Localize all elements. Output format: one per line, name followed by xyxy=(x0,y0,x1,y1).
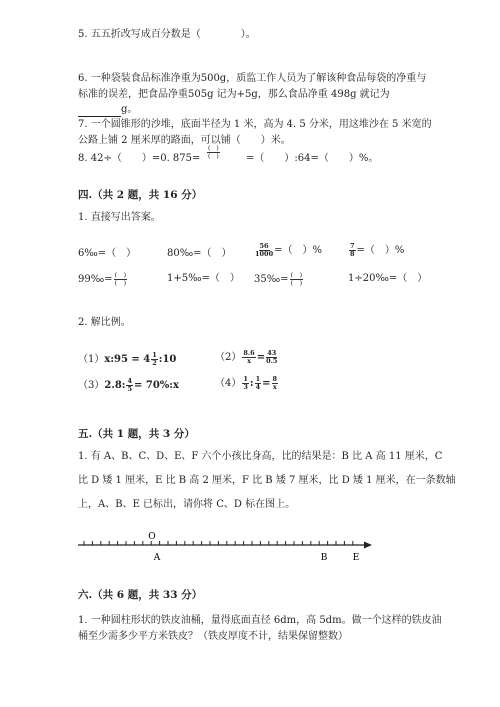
fraction-numerator: 7 xyxy=(350,242,355,250)
fraction-numerator: 8 xyxy=(272,375,278,383)
proportion-1 xyxy=(78,352,176,367)
calc-7-over-8 xyxy=(348,243,404,258)
equals-sign: = xyxy=(262,378,271,389)
question-8-part2: =（ ）:64=（ ）%。 xyxy=(246,153,379,164)
question-7-line1: 7. 一个圆锥形的沙堆，底面半径为 1 米，高为 4. 5 分米，用这堆沙在 5 米宽的 xyxy=(78,119,432,130)
question-8-part1: 8. 42÷（ ）=0. 875= xyxy=(78,153,201,164)
section-5-q1-line3: 上，A、B、E 已标出，请你将 C、D 标在图上。 xyxy=(78,499,296,510)
fraction-denominator: 5 xyxy=(127,385,132,393)
section-4-q2-title: 2. 解比例。 xyxy=(78,317,131,328)
axis-arrow xyxy=(364,542,372,549)
proportion-3 xyxy=(78,378,179,393)
answer-blank xyxy=(78,106,121,117)
fraction-denominator: x xyxy=(272,383,277,391)
question-5: 5. 五五折改写成百分数是（ ）。 xyxy=(78,29,256,40)
calc-56-over-1000 xyxy=(254,243,322,258)
fraction-denominator: 2 xyxy=(152,359,157,367)
fraction-denominator: 8 xyxy=(350,250,355,258)
section-4-q1-title: 1. 直接写出答案。 xyxy=(78,212,161,223)
fraction-denominator: ( ) xyxy=(208,153,219,160)
item-label: （4） xyxy=(215,378,242,389)
calc-99-permille xyxy=(78,272,128,287)
answer-unit: g。 xyxy=(121,104,138,115)
section-5-header: 五.（共 1 题，共 3 分） xyxy=(78,428,195,440)
proportion-2 xyxy=(215,350,278,365)
item-label: （1） xyxy=(78,354,105,365)
question-7-line2: 公路上铺 2 厘米厚的路面，可以铺（ ）米。 xyxy=(78,135,291,146)
fraction-numerator: ( ) xyxy=(290,271,303,279)
fraction-numerator: ( ) xyxy=(208,145,219,152)
fraction-denominator: ( ) xyxy=(114,279,127,287)
calc-6-permille: 6‰=（ ） xyxy=(78,248,137,259)
item-label: （3） xyxy=(78,380,105,391)
section-6-q1-line1: 1. 一种圆柱形状的铁皮油桶，量得底面直径 6dm，高 5dm。做一个这样的铁皮油 xyxy=(78,615,442,626)
fraction-denominator: 0.5 xyxy=(266,357,278,365)
calc-80-permille: 80‰=（ ） xyxy=(167,248,232,259)
label-a: A xyxy=(153,553,161,563)
section-4-header: 四.（共 2 题，共 16 分） xyxy=(78,189,203,201)
fraction-numerator: 56 xyxy=(259,242,269,250)
section-5-q1-line1: 1. 有 A、B、C、D、E、F 六个小孩比身高，比的结果是：B 比 A 高 11 厘米，C xyxy=(78,451,443,462)
section-6-header: 六.（共 6 题，共 33 分） xyxy=(78,589,203,601)
equation-lhs: x:95 = 4 xyxy=(104,354,151,365)
number-line xyxy=(0,525,500,570)
question-6-line2: 标准的误差，把食品净重505g 记为+5g，那么食品净重 498g 就记为 xyxy=(78,89,390,100)
calc-1-div-20-permille: 1÷20‰=（ ） xyxy=(348,273,428,284)
calc-tail: =（ ）% xyxy=(274,245,322,256)
section-5-q1-line2: 比 D 矮 1 厘米，E 比 B 高 2 厘米，F 比 B 矮 7 厘米，比 D 矮 1 厘米，在一条数轴 xyxy=(78,475,456,486)
fraction-numerator: 4 xyxy=(127,377,132,385)
question-8-fraction xyxy=(207,145,220,160)
fraction-numerator: ( ) xyxy=(114,271,127,279)
equals-sign: = xyxy=(256,352,266,363)
fraction-numerator: 1 xyxy=(255,375,261,383)
question-6-line1: 6. 一种袋装食品标准净重为500g，质监工作人员为了解该种食品每袋的净重与 xyxy=(78,73,427,84)
calc-text: 99‰= xyxy=(78,274,113,285)
fraction-numerator: 8.6 xyxy=(243,349,255,357)
label-b: B xyxy=(320,553,328,563)
fraction-denominator: 3 xyxy=(243,383,248,391)
item-label: （2） xyxy=(215,352,242,363)
calc-text: 35‰= xyxy=(254,274,289,285)
fraction-denominator: 4 xyxy=(255,383,261,391)
question-6-line3 xyxy=(78,103,137,117)
label-e: E xyxy=(352,553,360,563)
fraction-numerator: 1 xyxy=(243,375,248,383)
equation-rhs: :10 xyxy=(158,354,177,365)
proportion-4 xyxy=(215,376,279,391)
label-origin: O xyxy=(148,532,156,542)
fraction-numerator: 43 xyxy=(267,349,277,357)
ratio-colon: : xyxy=(249,378,254,389)
fraction-numerator: 1 xyxy=(152,351,157,359)
equation-lhs: 2.8: xyxy=(104,380,126,391)
calc-1-plus-5-permille: 1+5‰=（ ） xyxy=(167,273,240,284)
fraction-denominator: ( ) xyxy=(290,279,303,287)
section-6-q1-line2: 桶至少需多少平方米铁皮？（铁皮厚度不计，结果保留整数） xyxy=(78,631,348,642)
fraction-denominator: x xyxy=(247,357,251,365)
calc-tail: =（ ）% xyxy=(356,245,405,256)
equation-rhs: = 70%:x xyxy=(134,380,179,391)
fraction-denominator: 1000 xyxy=(255,250,274,258)
calc-35-permille xyxy=(254,272,304,287)
